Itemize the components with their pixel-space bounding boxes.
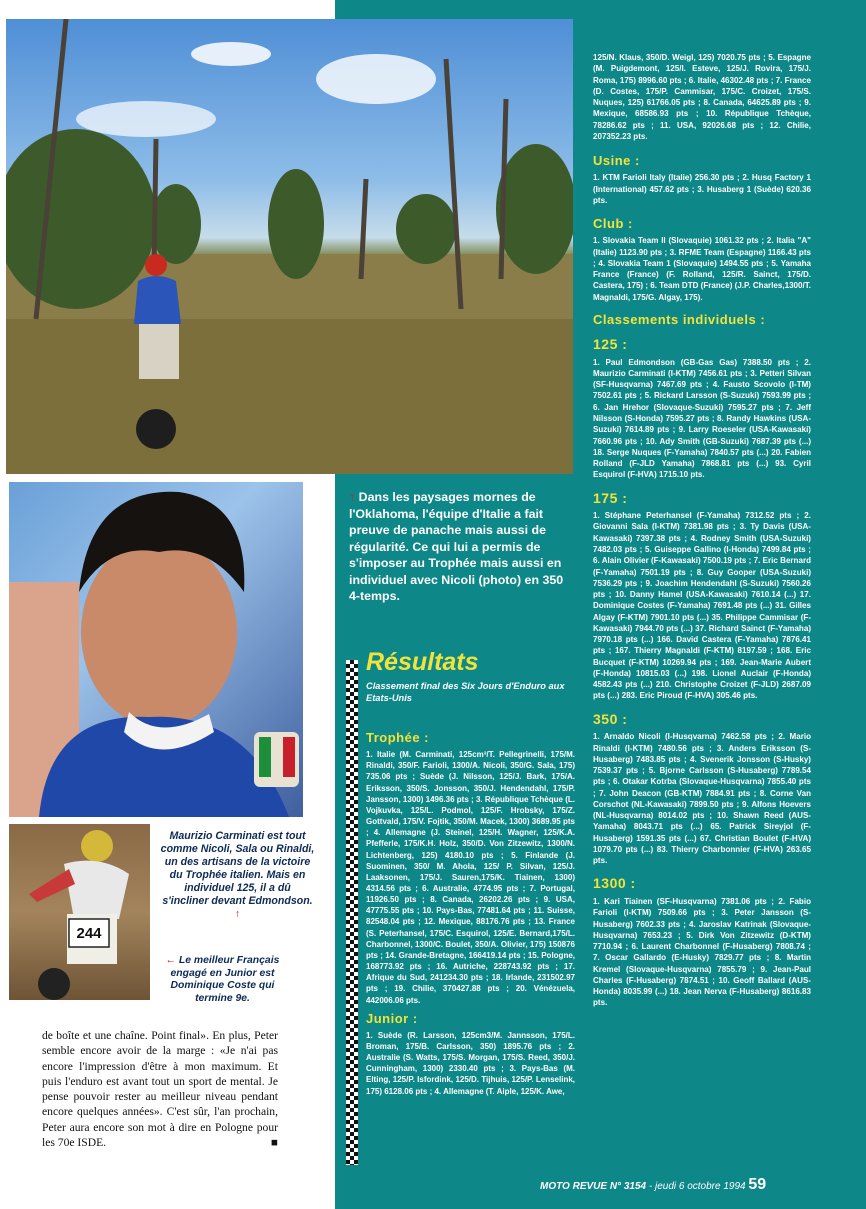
junior-continued-text: 125/N. Klaus, 350/D. Weigl, 125) 7020.75 pts ; 5. Espagne (M. Puigdemont, 125/I. Esteve, 125/J. Rovira, 175/J. Roma, 175) 8996.60 pts ; 6. Italie, 46302.48 pts ; 7. France (D. Costes, 175/P. Cammisar, 175/C. Croizet, 175/S. Nuques, 125) 61766.05 pts ; 8. Canada, 64625.89 pts ; 9. Mexique, 68586.93 pts ; 10. République Tchèque, 78286.62 pts ; 11. USA, 92026.68 pts ; 12. Chilie, 207352.23 pts. [593, 53, 811, 141]
portrait-illustration [9, 482, 303, 817]
usine-text: 1. KTM Farioli Italy (Italie) 256.30 pts ; 2. Husq Factory 1 (International) 457.62 pts ; 3. Husaberg 1 (Suède) 620.36 pts. [593, 173, 811, 205]
junior-heading: Junior : [366, 1010, 418, 1026]
caption-carminati-text: Maurizio Carminati est tout comme Nicoli, Sala ou Rinaldi, un des artisans de la victoire du Trophée italien. Mais en individuel 125, il a dû s'incliner devant Edmondson. [160, 830, 315, 907]
caption-main-text: Dans les paysages mornes de l'Oklahoma, l'équipe d'Italie a fait preuve de panache mais aussi de régularité. Ce qui lui a permis de s'imposer au Trophée mais aussi en individuel avec Nicoli (photo) en 350 4-temps. [349, 490, 564, 603]
results-column-right [593, 52, 811, 1009]
caption-main [349, 489, 571, 605]
trophee-heading: Trophée : [366, 730, 430, 745]
rider-illustration [9, 824, 150, 1000]
magazine-issue: MOTO REVUE N° 3154 [540, 1181, 647, 1192]
page-footer [540, 1176, 766, 1194]
article-tail-text: de boîte et une chaîne. Point final». En plus, Peter semble encore avoir de la marge : «Je n'ai pas encore l'impression d'être à mon maximum. Et puis l'enduro est avant tout un sport de mental. Je pense pouvoir rester au meilleur niveau pendant encore quelques années». C'est sûr, l'an prochain, Peter aura encore son mot à dire en Pologne pour les 70e ISDE. [42, 1029, 278, 1150]
photo-coste-rider [9, 824, 150, 1000]
page-number: 59 [748, 1176, 767, 1193]
class-175-heading: 175 : [593, 489, 628, 506]
caption-carminati [160, 830, 315, 920]
club-text: 1. Slovakia Team II (Slovaquie) 1061.32 pts ; 2. Italia "A" (Italie) 1123.90 pts ; 3. RFME Team (Espagne) 1166.43 pts ; 4. Slovakia Team 1 (Slovaquie) 1494.55 pts ; 5. Yamaha France (France) (F. Rolland, 125/R. Sainct, 175/D. Castera, 175) ; 6. Team DTD (France) (J.P. Charles,1300/T. Magnaldi, 175/G. Algay, 175). [593, 236, 811, 302]
results-title: Résultats [366, 648, 479, 676]
results-subtitle: Classement final des Six Jours d'Enduro aux Etats-Unis [366, 681, 565, 703]
article-tail [42, 1028, 278, 1150]
up-arrow-icon: ↑ [234, 907, 241, 920]
trophee-text: 1. Italie (M. Carminati, 125cm³/T. Pellegrinelli, 175/M. Rinaldi, 350/F. Farioli, 1300/A. Nicoli, 350/G. Sala, 175) 735.06 pts ; Suède (J. Nilsson, 125/J. Bark, 175/A. Eriksson, 350/S. Jonsson, 350/J. Hendendahl, 175/P. Jansson, 1300) 1496.36 pts ; 3. République Tchèque (L. Vojkuvka, 125/L. Podmol, 125/F. Hrobsky, 175/Z. Gottvald, 175/V. Fojtik, 350/M. Macek, 1300) 3689.95 pts ; 4. Allemagne (J. Steinel, 125/H. Wagner, 125/K.A. Pfefferle, 175/K.H. Holz, 350/D. Von Zitzewitz, 1300/N. Lichtenberg, 125) 4180.10 pts ; 5. Finlande (J. Suominen, 350/ M. Ahola, 125/ P. Silvan, 125/J. Laaksonen, 175/J. Sauren,175/K. Tiainen, 1300) 4314.56 pts ; 6. Australie, 4774.95 pts ; 7. Portugal, 11926.50 pts ; 8. Canada, 26202.26 pts ; 9. USA, 47775.55 pts ; 10. Pays-Bas, 77481.64 pts ; 11. Suisse, 82548.04 pts ; 12. Mexique, 88176.76 pts ; 13. France (S. Peterhansel, 175/C. Esquirol, 125/E. Bernard,175/L. Charbonnel, 1300/C. Boulet, 350/A. Olivier, 175) 150876 pts ; 14. Grande-Bretagne, 166419.14 pts ; 15. Pologne, 168773.92 pts ; 16. Autriche, 228743.92 pts ; 17. Afrique du Sud, 241234.30 pts ; 18. Irlande, 231502.97 pts ; 19. Chilie, 370427.88 pts ; 20. Vénézuela, 442006.06 pts. [366, 750, 575, 1005]
individual-heading: Classements individuels : [593, 311, 766, 327]
class-1300-heading: 1300 : [593, 875, 636, 892]
photo-carminati-portrait [9, 482, 303, 817]
caption-coste [160, 955, 285, 1006]
left-arrow-icon: ← [165, 955, 176, 966]
class-350-text: 1. Arnaldo Nicoli (I-Husqvarna) 7462.58 pts ; 2. Mario Rinaldi (I-KTM) 7480.56 pts ; 3. Anders Eriksson (S-Husaberg) 7483.85 pts ; 4. Svenerik Jonsson (S-Husky) 7539.37 pts ; 5. Bjorne Carlsson (S-Husaberg) 7789.54 pts ; 6. Otakar Kotrba (Slovaque-Husqvarna) 7855.40 pts ; 7. John Deacon (GB-KTM) 7884.91 pts ; 8. Corne Van Corschot (NL-Kawasaki) 7899.50 pts ; 9. Alfons Hoevers (NL-Husqvarna) 8014.02 pts ; 10. Shawn Reed (AUS-Yamaha) 8043.71 pts (...) 65. Patrick Sireyjol (F-Husaberg) 1591.35 pts (...) 67. Christian Boulet (F-HVA) 1079.70 pts (...) 83. Thierry Charbonnier (F-HVA) 263.65 pts. [593, 732, 811, 866]
class-125-text: 1. Paul Edmondson (GB-Gas Gas) 7388.50 pts ; 2. Maurizio Carminati (I-KTM) 7456.61 pts ; 3. Petteri Silvan (SF-Husqvarna) 7467.69 pts ; 4. Fausto Scovolo (I-TM) 7502.61 pts ; 5. Rickard Larsson (S-Suzuki) 7593.99 pts ; 6. Jan Hrehor (Slovaque-Suzuki) 7595.27 pts ; 7. Jeff Nilsson (S-Honda) 7595.27 pts ; 8. Randy Hawkins (USA-Suzuki) 7614.89 pts ; 9. Larry Roeseler (USA-Kawasaki) 7660.96 pts ; 10. Ady Smith (GB-Suzuki) 7687.39 pts (...) 18. Serge Nuques (F-Yamaha) 7840.57 pts (...) 20. Fabien Rolland (F-JLD Yamaha) 7868.81 pts (...) 93. Cyril Esquirol (F-HVA) 1715.10 pts. [593, 357, 811, 480]
caption-coste-text: Le meilleur Français engagé en Junior est Dominique Coste qui termine 9e. [170, 955, 280, 1005]
checkered-flag-strip [346, 660, 358, 1165]
class-125-heading: 125 : [593, 336, 628, 353]
end-square-icon: ■ [270, 1136, 278, 1150]
junior-text: 1. Suède (R. Larsson, 125cm3/M. Jannsson, 175/L. Broman, 175/B. Carlsson, 350) 1895.76 pts ; 2. Australie (S. Watts, 175/S. Morgan, 175/S. Reed, 350/J. Cunningham, 1300) 2330.40 pts ; 3. Pays-Bas (M. Elting, 125/P. Isfordink, 125/D. Tijhuis, 125/P. Lenselink, 175) 6128.06 pts ; 4. Allemagne (T. Aiple, 125/K. Awe, [366, 1030, 575, 1096]
class-350-heading: 350 : [593, 710, 628, 727]
photo-oklahoma-landscape [6, 19, 573, 474]
results-column-left [366, 724, 575, 1097]
class-175-text: 1. Stéphane Peterhansel (F-Yamaha) 7312.52 pts ; 2. Giovanni Sala (I-KTM) 7381.98 pts ; 3. Ty Davis (USA-Kawasaki) 7397.38 pts ; 4. Rodney Smith (USA-Suzuki) 7482.03 pts ; 5. Guiseppe Gallino (I-Honda) 7499.84 pts ; 6. Alain Olivier (F-Kawasaki) 7500.19 pts ; 7. Eric Bernard (F-Yamaha) 7501.19 pts ; 8. Guy Gooper (USA-Suzuki) 7536.29 pts ; 9. Joachim Hendendahl (S-Suzuki) 7560.26 pts ; 10. Danny Hamel (USA-Kawasaki) 7610.14 (...) 17. Dominique Costes (F-Yamaha) 7691.48 pts (...) 31. Gilles Algay (F-KTM) 7901.10 pts (...) 35. Philippe Cammisar (F-Kawasaki) 7944.70 pts (...) 37. Richard Sainct (F-Yamaha) 7970.18 pts (...) 166. David Castera (F-Yamaha) 7876.41 pts ; 167. Thierry Magnaldi (F-KTM) 8197.59 ; 168. Eric Bucquet (F-KTM) 10269.94 pts ; 169. Jean-Marie Aubert (F-Honda) 10815.03 (...) 198. Lionel Auclair (F-Honda) 4582.43 pts (...) 210. Christophe Croizet (F-JLD) 2687.09 pts (...) 283. Eric Piroud (F-HVA) 305.46 pts. [593, 511, 811, 701]
rider-number-plate: 244 [76, 925, 102, 942]
class-1300-text: 1. Kari Tiainen (SF-Husqvarna) 7381.06 pts ; 2. Fabio Farioli (I-KTM) 7509.66 pts ; 3. Peter Jansson (S-Husaberg) 7602.33 pts ; 4. Jaroslav Katrinak (Slovaque-Husqvarna) 7653.23 ; 5. Dirk Von Zitzewitz (D-KTM) 7710.94 ; 6. Laurent Charbonnel (F-Husaberg) 7808.74 ; 7. Oscar Gallardo (E-Husky) 7829.77 pts ; 8. Martin Kremel (Slovaque-Husqvarna) 7855.79 ; 9. Jean-Paul Charles (F-Husaberg) 7874.51 ; 10. Geoff Ballard (AUS-Honda) 8035.99 (...) 18. Jean Nerva (F-Husaberg) 8616.83 pts. [593, 897, 811, 1008]
up-arrow-icon: ↑ [349, 490, 356, 504]
usine-heading: Usine : [593, 153, 640, 169]
landscape-illustration [6, 19, 573, 474]
issue-date: - jeudi 6 octobre 1994 [648, 1181, 746, 1192]
club-heading: Club : [593, 216, 633, 232]
